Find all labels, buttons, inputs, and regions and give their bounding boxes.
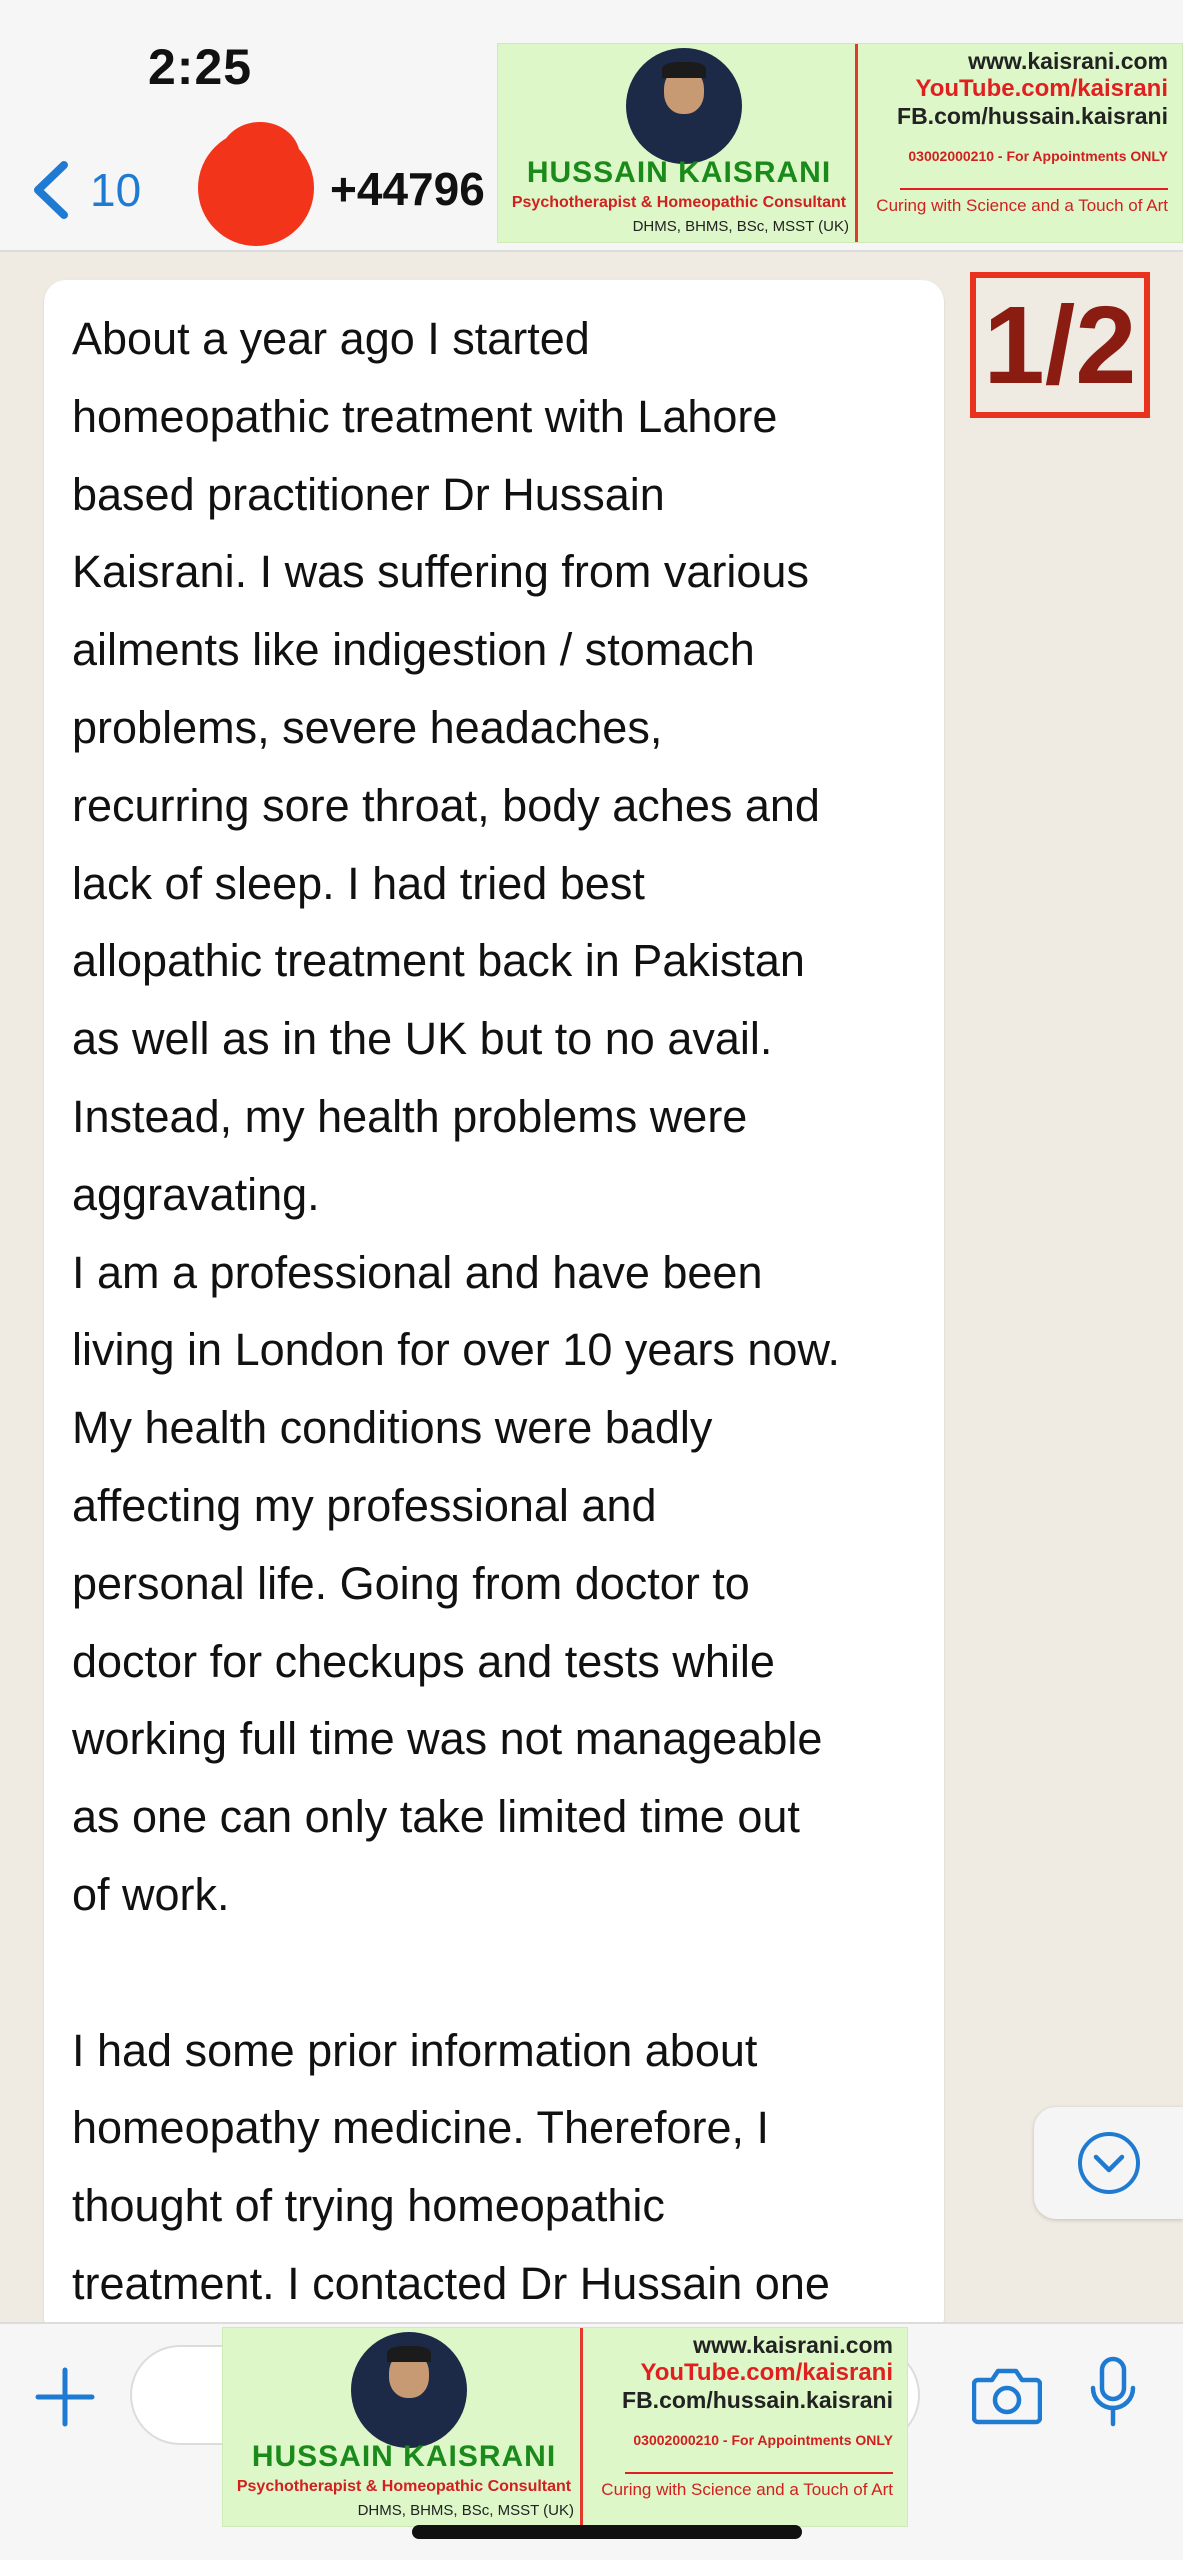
brand-tagline: Curing with Science and a Touch of Art xyxy=(876,196,1168,215)
contact-avatar-redacted[interactable] xyxy=(198,130,314,246)
brand-identity xyxy=(223,2328,583,2526)
brand-appointments: 03002000210 - For Appointments ONLY xyxy=(633,2432,893,2448)
brand-youtube: YouTube.com/kaisrani xyxy=(915,75,1168,102)
chevron-down-circle-icon xyxy=(1076,2130,1142,2196)
status-time: 2:25 xyxy=(148,39,253,95)
brand-degrees: DHMS, BHMS, BSc, MSST (UK) xyxy=(632,218,849,235)
brand-appointments: 03002000210 - For Appointments ONLY xyxy=(908,148,1168,164)
brand-facebook: FB.com/hussain.kaisrani xyxy=(622,2387,893,2413)
back-button[interactable] xyxy=(30,150,141,230)
contact-phone[interactable]: +44796 xyxy=(330,163,485,215)
brand-contact xyxy=(583,2328,907,2526)
home-indicator xyxy=(412,2525,802,2539)
brand-photo xyxy=(626,48,742,164)
brand-title: Psychotherapist & Homeopathic Consultant xyxy=(236,2478,572,2495)
brand-divider xyxy=(625,2472,893,2474)
brand-contact xyxy=(858,44,1182,242)
brand-facebook: FB.com/hussain.kaisrani xyxy=(897,103,1168,129)
brand-photo xyxy=(351,2332,467,2448)
page-badge: 1/2 xyxy=(970,272,1150,418)
brand-name: HUSSAIN KAISRANI xyxy=(526,156,832,189)
microphone-icon[interactable] xyxy=(1088,2356,1138,2430)
scroll-to-bottom-button[interactable] xyxy=(1034,2107,1183,2219)
brand-title: Psychotherapist & Homeopathic Consultant xyxy=(511,194,847,211)
brand-website: www.kaisrani.com xyxy=(968,48,1168,74)
brand-degrees: DHMS, BHMS, BSc, MSST (UK) xyxy=(357,2502,574,2519)
brand-tagline: Curing with Science and a Touch of Art xyxy=(601,2480,893,2499)
brand-identity xyxy=(498,44,858,242)
brand-banner-top xyxy=(497,43,1183,243)
message-text: About a year ago I started homeopathic treatment with Lahore based practitioner Dr Hussain Kaisrani. I was suffering from various ailments like indigestion / stomach problems, severe headaches, recurring sore throat, body aches and lack of sleep. I had tried best allopathic treatment back in Pakistan as well as in the UK but to no avail. Instead, my health problems were aggravating. I am a professional and have been living in London for over 10 years now. My health conditions were badly affecting my professional and personal life. Going from doctor to doctor for checkups and tests while working full time was not manageable as one can only take limited time out of work. I had some prior information about homeopathy medicine. Therefore, I thought of trying homeopathic treatment. I contacted Dr Hussain one xyxy=(72,313,840,2309)
plus-icon[interactable] xyxy=(34,2366,96,2428)
message-bubble[interactable] xyxy=(44,280,944,2340)
brand-website: www.kaisrani.com xyxy=(693,2332,893,2358)
brand-name: HUSSAIN KAISRANI xyxy=(251,2440,557,2473)
chevron-left-icon xyxy=(30,159,72,221)
brand-youtube: YouTube.com/kaisrani xyxy=(640,2359,893,2386)
back-unread-count: 10 xyxy=(90,164,142,216)
camera-icon[interactable] xyxy=(972,2364,1042,2426)
brand-banner-bottom xyxy=(222,2327,908,2527)
brand-divider xyxy=(900,188,1168,190)
